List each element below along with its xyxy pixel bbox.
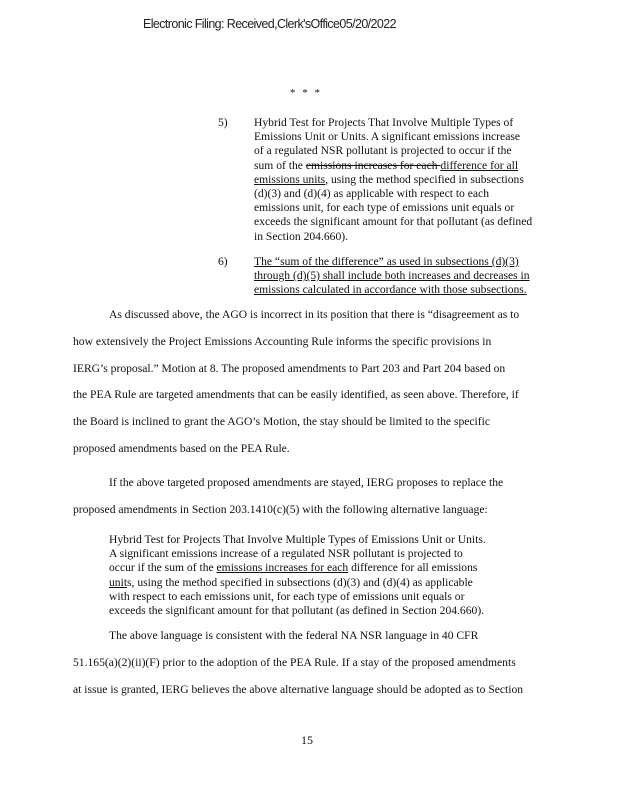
paragraph-line: the PEA Rule are targeted amendments that can be easily identified, as seen above. Therefore, if (73, 388, 519, 402)
paragraph-line: IERG’s proposal.” Motion at 8. The proposed amendments to Part 203 and Part 204 based on (73, 361, 506, 375)
paragraph-line: how extensively the Project Emissions Accounting Rule informs the specific provisions in (73, 334, 492, 348)
item-5-text (254, 116, 544, 244)
item-line: emissions units, using the method specified in subsections (254, 172, 524, 186)
inserted-text: unit (109, 575, 128, 589)
paragraph-line: The above language is consistent with the federal NA NSR language in 40 CFR (109, 629, 479, 642)
inserted-text: emissions increases for each (216, 561, 349, 575)
quote-line: with respect to each emissions unit, for each type of emissions unit equals or (109, 589, 465, 603)
paragraph-line: the Board is inclined to grant the AGO’s Motion, the stay should be limited to the specific (73, 415, 490, 429)
quote-line: A significant emissions increase of a regulated NSR pollutant is projected to (109, 547, 463, 561)
item-line: emissions unit, for each type of emissions unit equals or (254, 201, 515, 215)
quote-line: exceeds the significant amount for that pollutant (as defined in Section 204.660). (109, 604, 485, 618)
paragraph-line: at issue is granted, IERG believes the above alternative language should be adopted as to Section (73, 682, 524, 696)
paragraph-line: proposed amendments based on the PEA Rule. (73, 441, 290, 455)
inserted-text: The “sum of the difference” as used in subsections (d)(3) (254, 255, 519, 268)
item-line: of a regulated NSR pollutant is projected to occur if the (254, 144, 512, 158)
item-line: in Section 204.660). (254, 229, 349, 243)
item-number-6: 6) (218, 255, 228, 268)
deleted-text: emissions increases for each (305, 158, 441, 172)
paragraph-alternative-proposal (73, 470, 543, 524)
item-number-5: 5) (218, 116, 228, 129)
inserted-text: emissions calculated in accordance with those subsections. (254, 283, 527, 297)
quote-line: units, using the method specified in subsections (d)(3) and (d)(4) as applicable (109, 575, 473, 589)
inserted-text: emissions units (254, 172, 326, 186)
item-6-text (254, 255, 544, 298)
electronic-filing-stamp: Electronic Filing: Received,Clerk'sOffice05/20/2022 (143, 17, 396, 31)
quote-line: Hybrid Test for Projects That Involve Multiple Types of Emissions Unit or Units. (109, 533, 486, 546)
item-line: (d)(3) and (d)(4) as applicable with respect to each (254, 187, 489, 201)
item-line: Emissions Unit or Units. A significant emissions increase (254, 130, 520, 144)
item-line: exceeds the significant amount for that pollutant (as defined (254, 215, 533, 229)
paragraph-line: 51.165(a)(2)(ii)(F) prior to the adoption of the PEA Rule. If a stay of the proposed amendments (73, 655, 516, 669)
item-line: sum of the emissions increases for each difference for all (254, 158, 519, 172)
paragraph-line: As discussed above, the AGO is incorrect in its position that there is “disagreement as to (109, 308, 520, 321)
inserted-text: through (d)(5) shall include both increases and decreases in (254, 269, 530, 283)
inserted-text: difference for all (440, 158, 519, 172)
paragraph-federal-consistency (73, 623, 543, 703)
section-separator: * * * (290, 87, 322, 99)
page-number: 15 (301, 733, 313, 747)
quote-line: occur if the sum of the emissions increases for each difference for all emissions (109, 561, 478, 575)
paragraph-line: proposed amendments in Section 203.1410(c)(5) with the following alternative language: (73, 502, 488, 516)
item-line: Hybrid Test for Projects That Involve Multiple Types of (254, 116, 514, 129)
paragraph-agos-position (73, 302, 543, 463)
alternative-language-block-quote (109, 533, 529, 618)
paragraph-line: If the above targeted proposed amendments are stayed, IERG proposes to replace the (109, 476, 504, 489)
